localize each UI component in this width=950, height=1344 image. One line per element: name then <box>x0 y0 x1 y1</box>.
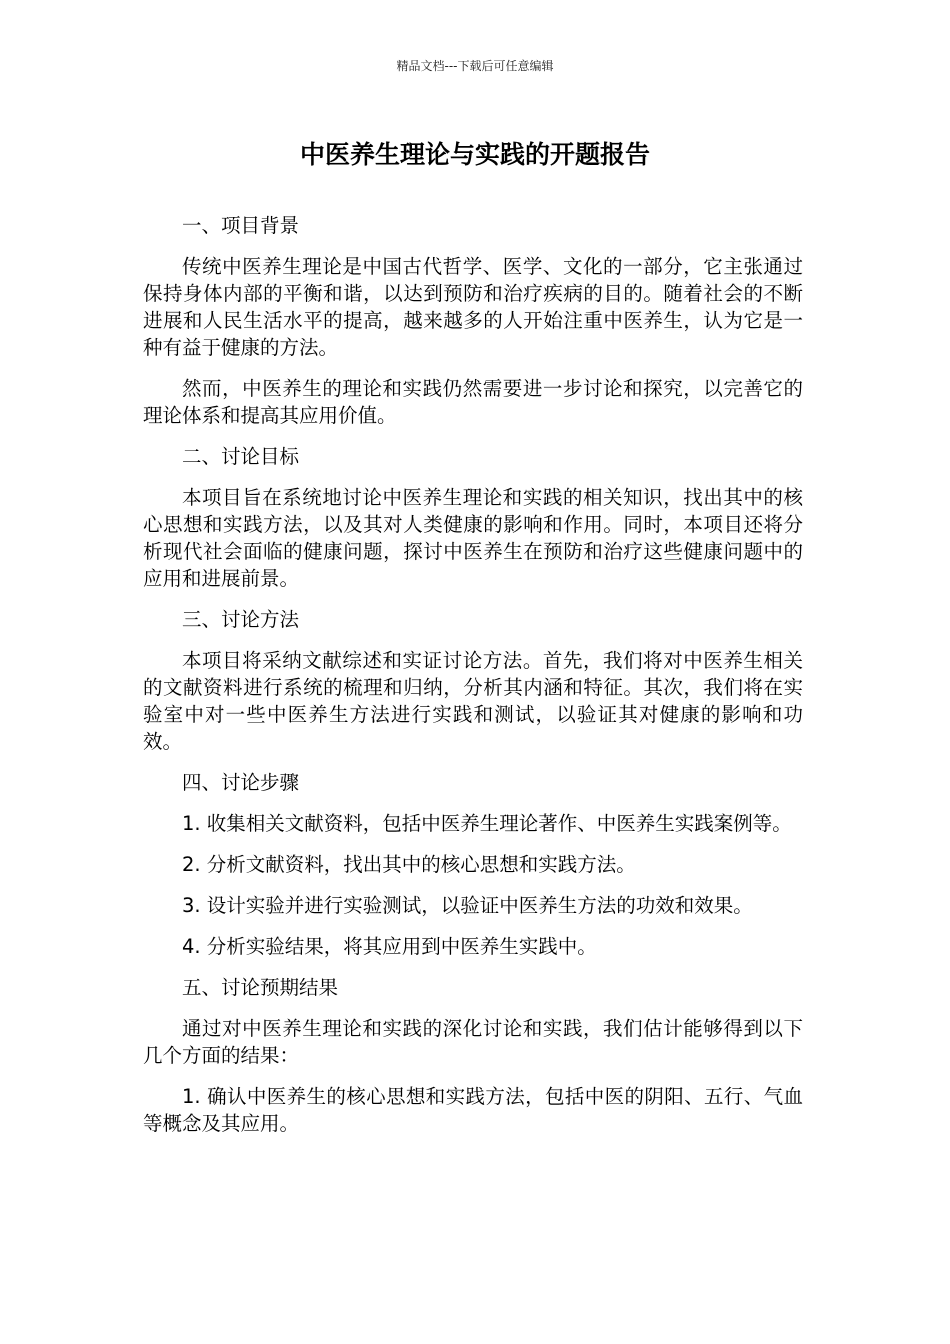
paragraph-background-1: 传统中医养生理论是中国古代哲学、医学、文化的一部分，它主张通过保持身体内部的平衡和谐，以达到预防和治疗疾病的目的。随着社会的不断进展和人民生活水平的提高，越来越多的人开始注重中医养生，认为它是一种有益于健康的方法。 <box>143 255 803 359</box>
header-note: 精品文档---下载后可任意编辑 <box>396 59 554 73</box>
step-item-2: 2. 分析文献资料，找出其中的核心思想和实践方法。 <box>182 853 636 876</box>
section-heading-steps: 四、讨论步骤 <box>182 771 300 794</box>
section-heading-goals: 二、讨论目标 <box>182 445 300 468</box>
document-title: 中医养生理论与实践的开题报告 <box>299 140 650 169</box>
step-item-4: 4. 分析实验结果，将其应用到中医养生实践中。 <box>182 935 597 958</box>
section-heading-expected-results: 五、讨论预期结果 <box>182 976 339 999</box>
paragraph-methods: 本项目将采纳文献综述和实证讨论方法。首先，我们将对中医养生相关的文献资料进行系统的梳理和归纳，分析其内涵和特征。其次，我们将在实验室中对一些中医养生方法进行实践和测试，以验证其对健康的影响和功效。 <box>143 649 803 753</box>
paragraph-expected-results: 通过对中医养生理论和实践的深化讨论和实践，我们估计能够得到以下几个方面的结果： <box>143 1017 803 1067</box>
document-body <box>143 212 803 1151</box>
section-heading-background: 一、项目背景 <box>182 214 300 237</box>
step-item-3: 3. 设计实验并进行实验测试，以验证中医养生方法的功效和效果。 <box>182 894 753 917</box>
section-heading-methods: 三、讨论方法 <box>182 608 300 631</box>
step-item-1: 1. 收集相关文献资料，包括中医养生理论著作、中医养生实践案例等。 <box>182 812 792 835</box>
result-item-1: 1. 确认中医养生的核心思想和实践方法，包括中医的阴阳、五行、气血等概念及其应用。 <box>143 1085 803 1135</box>
paragraph-goals: 本项目旨在系统地讨论中医养生理论和实践的相关知识，找出其中的核心思想和实践方法，以及其对人类健康的影响和作用。同时，本项目还将分析现代社会面临的健康问题，探讨中医养生在预防和治疗这些健康问题中的应用和进展前景。 <box>143 486 803 590</box>
paragraph-background-2: 然而，中医养生的理论和实践仍然需要进一步讨论和探究，以完善它的理论体系和提高其应用价值。 <box>143 377 803 427</box>
